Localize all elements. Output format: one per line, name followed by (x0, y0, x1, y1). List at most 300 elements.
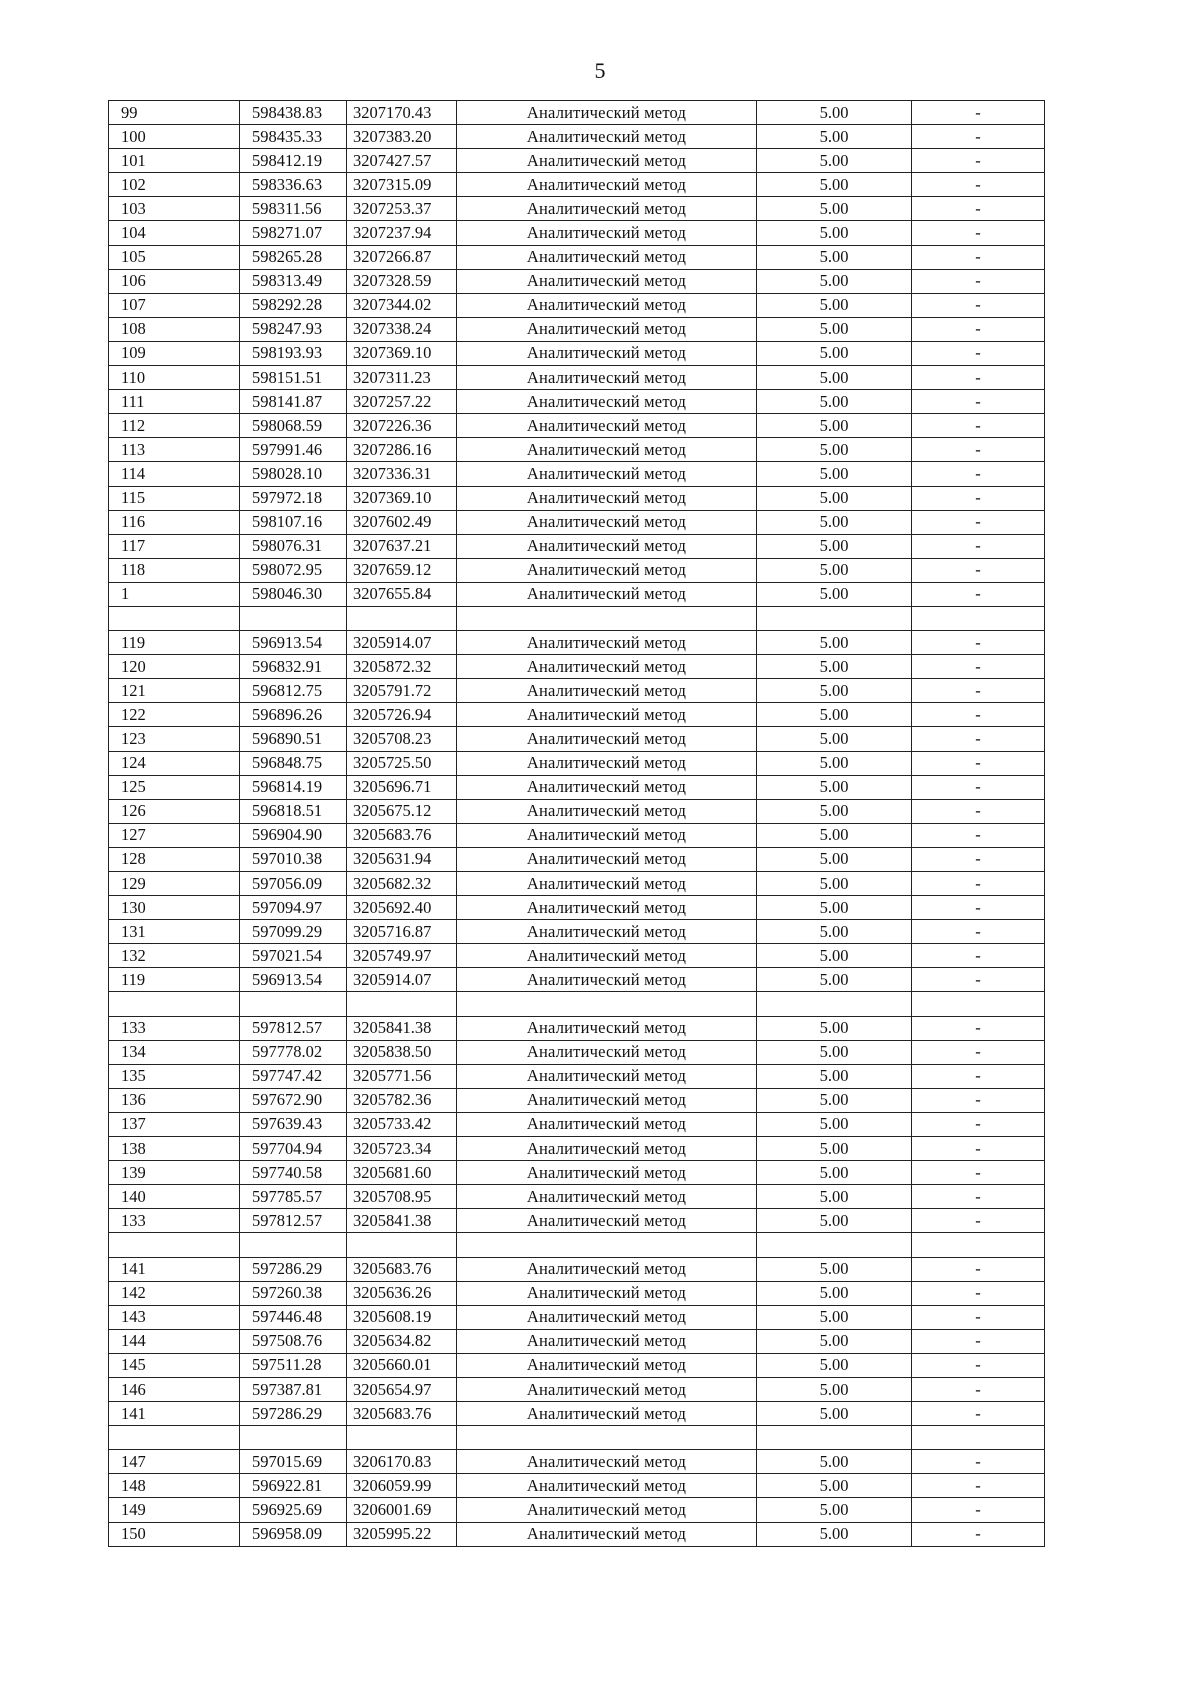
method-cell: Аналитический метод (457, 269, 757, 293)
accuracy-cell: 5.00 (757, 582, 912, 606)
point-number-cell: 101 (109, 149, 240, 173)
method-cell: Аналитический метод (457, 558, 757, 582)
method-cell: Аналитический метод (457, 510, 757, 534)
table-row (109, 1233, 1045, 1257)
table-row (109, 582, 1045, 606)
table-row (109, 872, 1045, 896)
y-coordinate-cell: 3207602.49 (347, 510, 457, 534)
accuracy-cell: 5.00 (757, 896, 912, 920)
x-coordinate-cell: 597639.43 (240, 1112, 347, 1136)
point-number-cell: 150 (109, 1522, 240, 1546)
method-cell: Аналитический метод (457, 1185, 757, 1209)
x-coordinate-cell: 598271.07 (240, 221, 347, 245)
note-cell: - (912, 631, 1045, 655)
accuracy-cell: 5.00 (757, 631, 912, 655)
note-cell: - (912, 101, 1045, 125)
table-row (109, 703, 1045, 727)
method-cell: Аналитический метод (457, 1257, 757, 1281)
table-row (109, 727, 1045, 751)
x-coordinate-cell: 597511.28 (240, 1353, 347, 1377)
accuracy-cell: 5.00 (757, 197, 912, 221)
table-row (109, 173, 1045, 197)
x-coordinate-cell: 596913.54 (240, 968, 347, 992)
x-coordinate-cell (240, 992, 347, 1016)
table-row (109, 631, 1045, 655)
method-cell: Аналитический метод (457, 944, 757, 968)
x-coordinate-cell: 597785.57 (240, 1185, 347, 1209)
x-coordinate-cell: 598072.95 (240, 558, 347, 582)
accuracy-cell (757, 1426, 912, 1450)
point-number-cell: 137 (109, 1112, 240, 1136)
accuracy-cell (757, 606, 912, 630)
y-coordinate-cell: 3205914.07 (347, 968, 457, 992)
method-cell: Аналитический метод (457, 1377, 757, 1401)
table-row (109, 414, 1045, 438)
point-number-cell: 129 (109, 872, 240, 896)
note-cell: - (912, 149, 1045, 173)
method-cell (457, 1426, 757, 1450)
x-coordinate-cell: 597387.81 (240, 1377, 347, 1401)
accuracy-cell: 5.00 (757, 1450, 912, 1474)
note-cell: - (912, 462, 1045, 486)
x-coordinate-cell: 597740.58 (240, 1161, 347, 1185)
y-coordinate-cell: 3205723.34 (347, 1137, 457, 1161)
note-cell: - (912, 1088, 1045, 1112)
note-cell: - (912, 173, 1045, 197)
note-cell: - (912, 125, 1045, 149)
note-cell: - (912, 558, 1045, 582)
point-number-cell: 132 (109, 944, 240, 968)
y-coordinate-cell (347, 606, 457, 630)
x-coordinate-cell: 597021.54 (240, 944, 347, 968)
table-row (109, 558, 1045, 582)
note-cell: - (912, 1209, 1045, 1233)
method-cell: Аналитический метод (457, 1329, 757, 1353)
x-coordinate-cell: 596958.09 (240, 1522, 347, 1546)
note-cell: - (912, 920, 1045, 944)
x-coordinate-cell: 597812.57 (240, 1209, 347, 1233)
x-coordinate-cell: 598265.28 (240, 245, 347, 269)
y-coordinate-cell: 3207369.10 (347, 486, 457, 510)
x-coordinate-cell: 598141.87 (240, 390, 347, 414)
table-row (109, 438, 1045, 462)
x-coordinate-cell: 597015.69 (240, 1450, 347, 1474)
method-cell: Аналитический метод (457, 101, 757, 125)
point-number-cell: 117 (109, 534, 240, 558)
note-cell: - (912, 1498, 1045, 1522)
accuracy-cell: 5.00 (757, 751, 912, 775)
note-cell: - (912, 823, 1045, 847)
point-number-cell: 112 (109, 414, 240, 438)
point-number-cell: 103 (109, 197, 240, 221)
method-cell: Аналитический метод (457, 245, 757, 269)
accuracy-cell: 5.00 (757, 1040, 912, 1064)
accuracy-cell: 5.00 (757, 486, 912, 510)
note-cell: - (912, 582, 1045, 606)
x-coordinate-cell: 596890.51 (240, 727, 347, 751)
y-coordinate-cell: 3207170.43 (347, 101, 457, 125)
note-cell: - (912, 269, 1045, 293)
accuracy-cell: 5.00 (757, 510, 912, 534)
x-coordinate-cell: 598151.51 (240, 366, 347, 390)
method-cell: Аналитический метод (457, 125, 757, 149)
table-row (109, 896, 1045, 920)
note-cell: - (912, 438, 1045, 462)
x-coordinate-cell (240, 1233, 347, 1257)
note-cell: - (912, 1402, 1045, 1426)
accuracy-cell: 5.00 (757, 1498, 912, 1522)
y-coordinate-cell: 3207336.31 (347, 462, 457, 486)
accuracy-cell: 5.00 (757, 462, 912, 486)
x-coordinate-cell: 598292.28 (240, 293, 347, 317)
table-row (109, 1474, 1045, 1498)
note-cell (912, 1233, 1045, 1257)
table-row (109, 1088, 1045, 1112)
method-cell: Аналитический метод (457, 149, 757, 173)
point-number-cell: 141 (109, 1402, 240, 1426)
accuracy-cell: 5.00 (757, 920, 912, 944)
table-row (109, 1064, 1045, 1088)
point-number-cell: 135 (109, 1064, 240, 1088)
note-cell: - (912, 1112, 1045, 1136)
y-coordinate-cell: 3205683.76 (347, 1257, 457, 1281)
table-row (109, 679, 1045, 703)
note-cell: - (912, 679, 1045, 703)
method-cell: Аналитический метод (457, 390, 757, 414)
y-coordinate-cell: 3205771.56 (347, 1064, 457, 1088)
point-number-cell (109, 1426, 240, 1450)
note-cell: - (912, 366, 1045, 390)
note-cell (912, 606, 1045, 630)
x-coordinate-cell: 596913.54 (240, 631, 347, 655)
table-row (109, 1305, 1045, 1329)
note-cell: - (912, 703, 1045, 727)
point-number-cell: 123 (109, 727, 240, 751)
table-row (109, 1402, 1045, 1426)
x-coordinate-cell: 598435.33 (240, 125, 347, 149)
note-cell: - (912, 1257, 1045, 1281)
x-coordinate-cell: 597446.48 (240, 1305, 347, 1329)
x-coordinate-cell: 598068.59 (240, 414, 347, 438)
table-row (109, 823, 1045, 847)
note-cell: - (912, 968, 1045, 992)
accuracy-cell: 5.00 (757, 823, 912, 847)
accuracy-cell: 5.00 (757, 149, 912, 173)
method-cell: Аналитический метод (457, 823, 757, 847)
method-cell: Аналитический метод (457, 727, 757, 751)
method-cell: Аналитический метод (457, 197, 757, 221)
y-coordinate-cell: 3207344.02 (347, 293, 457, 317)
point-number-cell: 119 (109, 631, 240, 655)
note-cell: - (912, 751, 1045, 775)
y-coordinate-cell (347, 1233, 457, 1257)
y-coordinate-cell: 3207338.24 (347, 317, 457, 341)
method-cell: Аналитический метод (457, 631, 757, 655)
x-coordinate-cell: 596925.69 (240, 1498, 347, 1522)
table-row (109, 486, 1045, 510)
note-cell: - (912, 1450, 1045, 1474)
x-coordinate-cell: 597778.02 (240, 1040, 347, 1064)
point-number-cell: 147 (109, 1450, 240, 1474)
accuracy-cell: 5.00 (757, 534, 912, 558)
accuracy-cell: 5.00 (757, 1522, 912, 1546)
point-number-cell: 116 (109, 510, 240, 534)
accuracy-cell: 5.00 (757, 847, 912, 871)
accuracy-cell (757, 1233, 912, 1257)
table-row (109, 101, 1045, 125)
x-coordinate-cell: 598247.93 (240, 317, 347, 341)
accuracy-cell: 5.00 (757, 1281, 912, 1305)
method-cell: Аналитический метод (457, 221, 757, 245)
point-number-cell: 109 (109, 341, 240, 365)
note-cell: - (912, 1522, 1045, 1546)
point-number-cell: 121 (109, 679, 240, 703)
x-coordinate-cell: 598076.31 (240, 534, 347, 558)
x-coordinate-cell (240, 1426, 347, 1450)
x-coordinate-cell: 597099.29 (240, 920, 347, 944)
method-cell (457, 606, 757, 630)
method-cell: Аналитический метод (457, 1016, 757, 1040)
method-cell: Аналитический метод (457, 775, 757, 799)
table-row (109, 1257, 1045, 1281)
point-number-cell (109, 1233, 240, 1257)
y-coordinate-cell: 3205708.23 (347, 727, 457, 751)
y-coordinate-cell: 3207659.12 (347, 558, 457, 582)
method-cell: Аналитический метод (457, 414, 757, 438)
note-cell: - (912, 1353, 1045, 1377)
method-cell: Аналитический метод (457, 366, 757, 390)
note-cell: - (912, 510, 1045, 534)
y-coordinate-cell: 3205914.07 (347, 631, 457, 655)
x-coordinate-cell: 597056.09 (240, 872, 347, 896)
method-cell: Аналитический метод (457, 1522, 757, 1546)
page-number: 5 (594, 58, 606, 83)
y-coordinate-cell: 3205725.50 (347, 751, 457, 775)
y-coordinate-cell: 3205726.94 (347, 703, 457, 727)
accuracy-cell: 5.00 (757, 1257, 912, 1281)
note-cell: - (912, 1377, 1045, 1401)
table-row (109, 1450, 1045, 1474)
y-coordinate-cell: 3207257.22 (347, 390, 457, 414)
accuracy-cell: 5.00 (757, 1112, 912, 1136)
y-coordinate-cell: 3205660.01 (347, 1353, 457, 1377)
x-coordinate-cell: 597812.57 (240, 1016, 347, 1040)
table-row (109, 655, 1045, 679)
x-coordinate-cell: 597508.76 (240, 1329, 347, 1353)
x-coordinate-cell: 596922.81 (240, 1474, 347, 1498)
y-coordinate-cell: 3206001.69 (347, 1498, 457, 1522)
accuracy-cell: 5.00 (757, 1137, 912, 1161)
table-row (109, 920, 1045, 944)
x-coordinate-cell: 596896.26 (240, 703, 347, 727)
accuracy-cell: 5.00 (757, 655, 912, 679)
method-cell: Аналитический метод (457, 968, 757, 992)
method-cell: Аналитический метод (457, 920, 757, 944)
x-coordinate-cell: 598311.56 (240, 197, 347, 221)
table-row (109, 1281, 1045, 1305)
method-cell: Аналитический метод (457, 1209, 757, 1233)
point-number-cell: 108 (109, 317, 240, 341)
table-row (109, 968, 1045, 992)
note-cell: - (912, 390, 1045, 414)
y-coordinate-cell: 3207315.09 (347, 173, 457, 197)
table-row (109, 197, 1045, 221)
method-cell: Аналитический метод (457, 751, 757, 775)
accuracy-cell: 5.00 (757, 1353, 912, 1377)
point-number-cell: 144 (109, 1329, 240, 1353)
accuracy-cell: 5.00 (757, 1088, 912, 1112)
point-number-cell: 100 (109, 125, 240, 149)
method-cell: Аналитический метод (457, 341, 757, 365)
y-coordinate-cell: 3205733.42 (347, 1112, 457, 1136)
note-cell: - (912, 799, 1045, 823)
table-row (109, 125, 1045, 149)
y-coordinate-cell: 3207427.57 (347, 149, 457, 173)
x-coordinate-cell: 597672.90 (240, 1088, 347, 1112)
method-cell: Аналитический метод (457, 799, 757, 823)
y-coordinate-cell: 3207237.94 (347, 221, 457, 245)
method-cell: Аналитический метод (457, 1402, 757, 1426)
x-coordinate-cell: 596832.91 (240, 655, 347, 679)
table-row (109, 751, 1045, 775)
accuracy-cell: 5.00 (757, 173, 912, 197)
y-coordinate-cell: 3205841.38 (347, 1016, 457, 1040)
point-number-cell: 127 (109, 823, 240, 847)
table-row (109, 1112, 1045, 1136)
method-cell: Аналитический метод (457, 655, 757, 679)
method-cell: Аналитический метод (457, 1137, 757, 1161)
accuracy-cell: 5.00 (757, 799, 912, 823)
point-number-cell: 133 (109, 1209, 240, 1233)
accuracy-cell: 5.00 (757, 1402, 912, 1426)
method-cell: Аналитический метод (457, 1064, 757, 1088)
table-row (109, 1016, 1045, 1040)
point-number-cell: 138 (109, 1137, 240, 1161)
point-number-cell: 133 (109, 1016, 240, 1040)
point-number-cell: 140 (109, 1185, 240, 1209)
table-row (109, 1426, 1045, 1450)
x-coordinate-cell: 598046.30 (240, 582, 347, 606)
accuracy-cell: 5.00 (757, 968, 912, 992)
method-cell: Аналитический метод (457, 1088, 757, 1112)
method-cell: Аналитический метод (457, 317, 757, 341)
method-cell: Аналитический метод (457, 1281, 757, 1305)
x-coordinate-cell: 598193.93 (240, 341, 347, 365)
method-cell: Аналитический метод (457, 534, 757, 558)
note-cell: - (912, 1305, 1045, 1329)
point-number-cell: 110 (109, 366, 240, 390)
note-cell: - (912, 317, 1045, 341)
method-cell: Аналитический метод (457, 679, 757, 703)
accuracy-cell: 5.00 (757, 703, 912, 727)
y-coordinate-cell: 3205749.97 (347, 944, 457, 968)
point-number-cell: 128 (109, 847, 240, 871)
x-coordinate-cell: 598313.49 (240, 269, 347, 293)
accuracy-cell: 5.00 (757, 1161, 912, 1185)
method-cell: Аналитический метод (457, 293, 757, 317)
y-coordinate-cell: 3207226.36 (347, 414, 457, 438)
note-cell: - (912, 534, 1045, 558)
accuracy-cell: 5.00 (757, 872, 912, 896)
method-cell: Аналитический метод (457, 1353, 757, 1377)
x-coordinate-cell: 597972.18 (240, 486, 347, 510)
point-number-cell: 113 (109, 438, 240, 462)
x-coordinate-cell: 598028.10 (240, 462, 347, 486)
point-number-cell: 104 (109, 221, 240, 245)
accuracy-cell: 5.00 (757, 101, 912, 125)
x-coordinate-cell: 596904.90 (240, 823, 347, 847)
y-coordinate-cell: 3205791.72 (347, 679, 457, 703)
point-number-cell: 149 (109, 1498, 240, 1522)
point-number-cell (109, 992, 240, 1016)
y-coordinate-cell: 3205696.71 (347, 775, 457, 799)
method-cell: Аналитический метод (457, 1161, 757, 1185)
x-coordinate-cell: 597991.46 (240, 438, 347, 462)
note-cell: - (912, 655, 1045, 679)
y-coordinate-cell: 3205654.97 (347, 1377, 457, 1401)
point-number-cell: 148 (109, 1474, 240, 1498)
x-coordinate-cell (240, 606, 347, 630)
point-number-cell: 105 (109, 245, 240, 269)
accuracy-cell: 5.00 (757, 1377, 912, 1401)
note-cell: - (912, 1040, 1045, 1064)
accuracy-cell: 5.00 (757, 944, 912, 968)
y-coordinate-cell: 3205683.76 (347, 1402, 457, 1426)
point-number-cell: 139 (109, 1161, 240, 1185)
point-number-cell: 107 (109, 293, 240, 317)
accuracy-cell: 5.00 (757, 390, 912, 414)
accuracy-cell: 5.00 (757, 269, 912, 293)
accuracy-cell: 5.00 (757, 1209, 912, 1233)
method-cell: Аналитический метод (457, 582, 757, 606)
y-coordinate-cell: 3205838.50 (347, 1040, 457, 1064)
method-cell: Аналитический метод (457, 1498, 757, 1522)
table-row (109, 775, 1045, 799)
y-coordinate-cell: 3205608.19 (347, 1305, 457, 1329)
table-row (109, 245, 1045, 269)
y-coordinate-cell: 3206059.99 (347, 1474, 457, 1498)
method-cell: Аналитический метод (457, 1305, 757, 1329)
accuracy-cell (757, 992, 912, 1016)
x-coordinate-cell: 598336.63 (240, 173, 347, 197)
accuracy-cell: 5.00 (757, 1185, 912, 1209)
note-cell (912, 992, 1045, 1016)
y-coordinate-cell: 3207286.16 (347, 438, 457, 462)
point-number-cell: 106 (109, 269, 240, 293)
table-row (109, 534, 1045, 558)
table-row (109, 269, 1045, 293)
table-row (109, 992, 1045, 1016)
accuracy-cell: 5.00 (757, 317, 912, 341)
coordinates-table (108, 100, 1045, 1547)
note-cell: - (912, 1474, 1045, 1498)
point-number-cell: 131 (109, 920, 240, 944)
accuracy-cell: 5.00 (757, 1329, 912, 1353)
y-coordinate-cell: 3207369.10 (347, 341, 457, 365)
table-row (109, 944, 1045, 968)
x-coordinate-cell: 598438.83 (240, 101, 347, 125)
note-cell: - (912, 1329, 1045, 1353)
point-number-cell: 102 (109, 173, 240, 197)
note-cell: - (912, 727, 1045, 751)
point-number-cell: 1 (109, 582, 240, 606)
accuracy-cell: 5.00 (757, 1474, 912, 1498)
x-coordinate-cell: 597286.29 (240, 1402, 347, 1426)
accuracy-cell: 5.00 (757, 775, 912, 799)
table-row (109, 606, 1045, 630)
note-cell: - (912, 847, 1045, 871)
note-cell: - (912, 896, 1045, 920)
